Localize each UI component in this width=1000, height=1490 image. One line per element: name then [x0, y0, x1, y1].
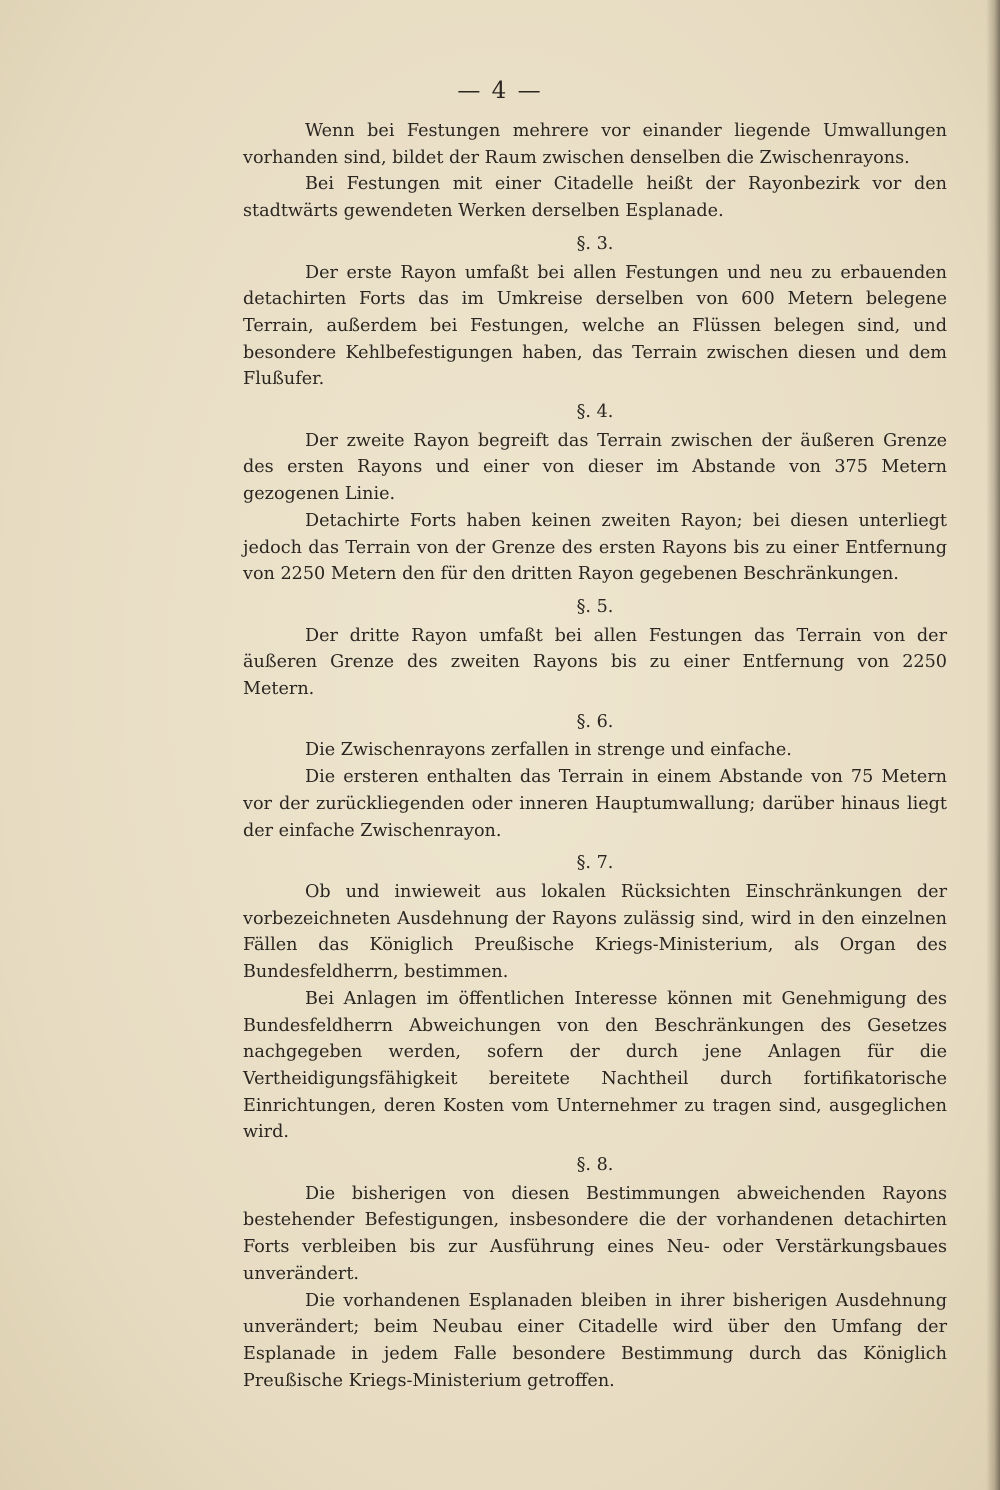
section-heading-5: §. 5.: [576, 596, 614, 617]
section-heading-8: §. 8.: [576, 1155, 614, 1176]
paragraph-esplanade: Bei Festungen mit einer Citadelle heißt der Rayonbezirk vor den stadtwärts gewendeten Werken derselben Esplanade.: [243, 174, 947, 222]
page-edge-shadow: [986, 0, 1000, 1490]
section-heading-7: §. 7.: [576, 853, 614, 874]
paragraph-section-8-a: Die bisherigen von diesen Bestimmungen abweichenden Rayons bestehender Befestigungen, insbesondere die der vorhandenen detachirten Forts verbleiben bis zur Ausführung eines Neu- oder Verstärkungsbaues unverändert.: [243, 1183, 947, 1284]
section-heading-6: §. 6.: [576, 711, 614, 732]
paragraph-section-6-a: Die Zwischenrayons zerfallen in strenge und einfache.: [305, 740, 792, 761]
paragraph-section-6-b: Die ersteren enthalten das Terrain in einem Abstande von 75 Metern vor der zurückliegenden oder inneren Hauptumwallung; darüber hinaus liegt der einfache Zwischenrayon.: [243, 767, 947, 841]
paragraph-section-4-b: Detachirte Forts haben keinen zweiten Rayon; bei diesen unterliegt jedoch das Terrain von der Grenze des ersten Rayons bis zu einer Entfernung von 2250 Metern den für den dritten Rayon gegebenen Beschränkungen.: [243, 510, 947, 585]
section-heading-3: §. 3.: [576, 233, 614, 254]
paragraph-section-8-b: Die vorhandenen Esplanaden bleiben in ihrer bisherigen Ausdehnung unverändert; beim Neubau einer Citadelle wird über den Umfang der Esplanade in jedem Falle besondere Bestimmung durch das Königlich Preußische Kriegs-Ministerium getroffen.: [243, 1290, 947, 1391]
paragraph-section-4-a: Der zweite Rayon begreift das Terrain zwischen der äußeren Grenze des ersten Rayons und einer von dieser im Abstande von 375 Metern gezogenen Linie.: [243, 430, 947, 505]
paragraph-section-7-b: Bei Anlagen im öffentlichen Interesse können mit Genehmigung des Bundesfeldherrn Abweichungen von den Beschränkungen des Gesetzes nachgegeben werden, sofern der durch jene Anlagen für die Vertheidigungsfähigkeit bereitete Nachtheil durch fortifikatorische Einrichtungen, deren Kosten vom Unternehmer zu tragen sind, ausgeglichen wird.: [243, 988, 947, 1143]
paragraph-section-7-a: Ob und inwieweit aus lokalen Rücksichten Einschränkungen der vorbezeichneten Ausdehnung der Rayons zulässig sind, wird in den einzelnen Fällen das Königlich Preußische Kriegs-Ministerium, als Organ des Bundesfeldherrn, bestimmen.: [243, 881, 947, 983]
body-text: [243, 118, 947, 1394]
section-heading-4: §. 4.: [576, 402, 614, 423]
paragraph-section-3: Der erste Rayon umfaßt bei allen Festungen und neu zu erbauenden detachirten Forts das im Umkreise derselben von 600 Metern belegene Terrain, außerdem bei Festungen, welche an Flüssen belegen sind, und besondere Kehlbefestigungen haben, das Terrain zwischen diesen und dem Flußufer.: [243, 262, 947, 390]
page-number: — 4 —: [457, 78, 543, 104]
paragraph-zwischenrayons: Wenn bei Festungen mehrere vor einander liegende Umwallungen vorhanden sind, bildet der Raum zwischen denselben die Zwischenrayons.: [243, 121, 947, 168]
paragraph-section-5: Der dritte Rayon umfaßt bei allen Festungen das Terrain von der äußeren Grenze des zweiten Rayons bis zu einer Entfernung von 2250 Metern.: [243, 625, 947, 700]
